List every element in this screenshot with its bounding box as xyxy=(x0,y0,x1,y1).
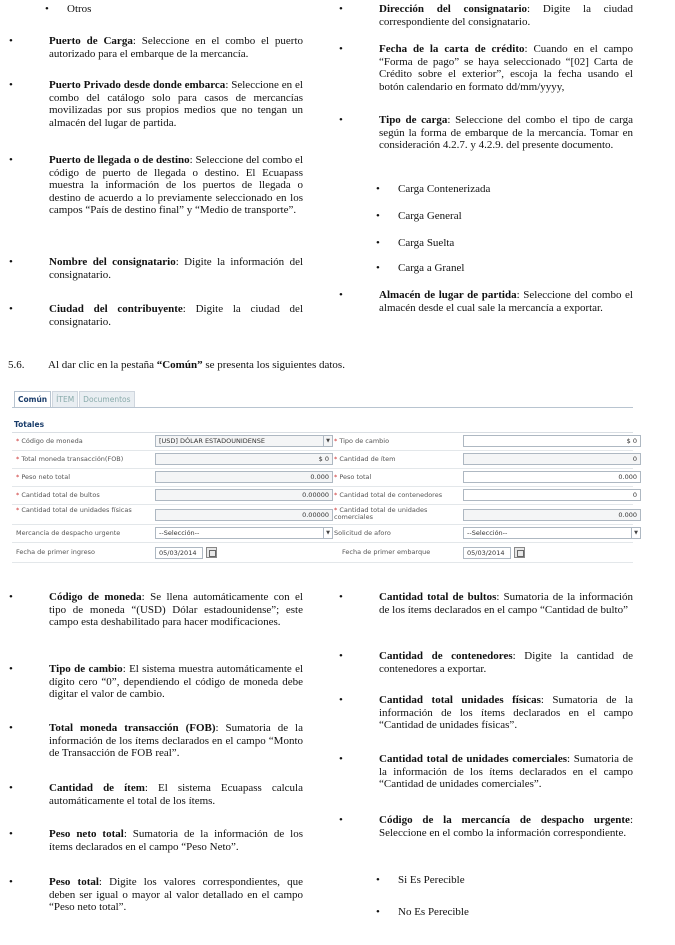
chevron-down-icon: ▼ xyxy=(323,528,332,538)
currency-code-select[interactable]: [USD] DÓLAR ESTADOUNIDENSE ▼ xyxy=(155,435,333,447)
item-peso-neto xyxy=(9,828,303,853)
sub-item-si-perecible xyxy=(376,874,465,887)
total-weight-field[interactable]: 0.000 xyxy=(463,471,641,483)
first-shipment-date-field[interactable]: 05/03/2014 xyxy=(463,547,511,559)
bullet-icon: • xyxy=(376,874,380,886)
field-label: * Tipo de cambio xyxy=(334,437,390,445)
item-contenedores xyxy=(339,650,633,675)
form-row xyxy=(12,451,637,469)
bullet-icon: • xyxy=(9,876,13,888)
field-label: * Cantidad total de contenedores xyxy=(334,491,443,499)
bullet-icon: • xyxy=(339,3,343,15)
commercial-units-field[interactable]: 0.000 xyxy=(463,509,641,521)
item-term: Tipo de cambio xyxy=(49,663,123,675)
bullet-icon: • xyxy=(339,289,343,301)
total-packages-field[interactable]: 0.00000 xyxy=(155,489,333,501)
item-term: Cantidad total unidades físicas xyxy=(379,694,541,706)
sub-item-label: Si Es Perecible xyxy=(398,874,465,886)
sub-item-general xyxy=(376,210,462,223)
item-term: Peso neto total xyxy=(49,828,124,840)
section-number: 5.6. xyxy=(8,359,25,371)
field-label: * Cantidad total de unidades comerciales xyxy=(334,506,428,521)
item-term: Almacén de lugar de partida xyxy=(379,289,517,301)
net-weight-field[interactable]: 0.000 xyxy=(155,471,333,483)
field-label: * Peso neto total xyxy=(16,473,71,481)
sub-item-label: Carga Suelta xyxy=(398,237,455,249)
item-text: : Digite la ciudad del consignatario. xyxy=(49,303,303,328)
bullet-icon: • xyxy=(9,828,13,840)
form-row xyxy=(12,433,637,451)
item-term: Cantidad de ítem xyxy=(49,782,145,794)
item-almacen-partida xyxy=(339,289,633,314)
item-term: Nombre del consignatario xyxy=(49,256,176,268)
bullet-icon: • xyxy=(376,237,380,249)
item-term: Dirección del consignatario xyxy=(379,3,528,15)
item-text: : Digite la información del consignatario. xyxy=(49,256,304,281)
item-text: : El sistema muestra automáticamente el dígito cero “0”, dependiendo el código de moneda debe digitar el valor de cambio. xyxy=(49,663,304,700)
physical-units-field[interactable]: 0.00000 xyxy=(155,509,333,521)
item-text: : Seleccione en el combo la información correspondiente. xyxy=(379,814,633,839)
field-label: * Cantidad de ítem xyxy=(334,455,396,463)
bullet-icon: • xyxy=(9,154,13,166)
section-text xyxy=(48,359,345,371)
item-term: Puerto de Carga xyxy=(49,35,133,47)
bullet-icon: • xyxy=(376,906,380,918)
item-unidades-comerciales xyxy=(339,753,633,791)
item-ciudad-contribuyente xyxy=(9,303,303,328)
tab-bar xyxy=(14,391,136,407)
item-count-field[interactable]: 0 xyxy=(463,453,641,465)
item-term: Puerto de llegada o de destino xyxy=(49,154,190,166)
sub-item-label: Carga a Granel xyxy=(398,262,465,274)
item-text: : Cuando en el campo “Forma de pago” se haya seleccionado “[02] Carta de Crédito sobre el exterior”, escoja la fecha usando el botón calendario en formato dd/mm/yyyy, xyxy=(379,43,633,93)
item-text: : El sistema Ecuapass calcula automáticamente el total de los ítems. xyxy=(49,782,303,807)
containers-field[interactable]: 0 xyxy=(463,489,641,501)
item-fecha-carta-credito xyxy=(339,43,633,93)
tab-divider xyxy=(12,407,633,408)
item-nombre-consignatario xyxy=(9,256,304,281)
sub-item-label: Carga Contenerizada xyxy=(398,183,491,195)
tab-comun[interactable]: Común xyxy=(14,391,51,407)
sub-item-no-perecible xyxy=(376,906,469,919)
bullet-icon: • xyxy=(9,591,13,603)
bullet-icon: • xyxy=(9,303,13,315)
item-cantidad-item xyxy=(9,782,303,807)
item-unidades-fisicas xyxy=(339,694,633,732)
field-label: * Cantidad total de bultos xyxy=(16,491,100,499)
form-row xyxy=(12,525,638,543)
form-screenshot xyxy=(12,385,638,567)
item-term: Cantidad total de unidades comerciales xyxy=(379,753,568,765)
sub-item-contenerizada xyxy=(376,183,491,196)
item-total-fob xyxy=(9,722,303,760)
heading-pre: Al dar clic en la pestaña xyxy=(48,359,157,371)
totales-grid xyxy=(12,432,638,557)
bullet-icon: • xyxy=(9,663,13,675)
item-peso-total xyxy=(9,876,303,914)
item-text: : Digite la ciudad correspondiente del consignatario. xyxy=(379,3,633,28)
item-text: : Seleccione en el combo el puerto autorizado para el embarque de la mercancía. xyxy=(49,35,304,60)
field-label: * Código de moneda xyxy=(16,437,83,445)
exchange-rate-field[interactable]: $ 0 xyxy=(463,435,641,447)
urgent-dispatch-select[interactable]: --Selección-- ▼ xyxy=(155,527,333,539)
item-tipo-cambio xyxy=(9,663,304,701)
bullet-icon: • xyxy=(339,650,343,662)
field-label: Fecha de primer ingreso xyxy=(16,548,95,556)
item-term: Tipo de carga xyxy=(379,114,448,126)
form-row xyxy=(12,469,637,487)
heading-tab-name: “Común” xyxy=(156,359,203,371)
item-term: Total moneda transacción (FOB) xyxy=(49,722,216,734)
bullet-icon: • xyxy=(339,114,343,126)
item-text: : Seleccione del combo el código de puerto de llegada o destino. El Ecuapass muestra la información de los puertos de llegada o destino de acuerdo a lo previamente seleccionado en los campos “País de destino final” y “Medio de transporte”. xyxy=(49,154,303,216)
item-term: Cantidad de contenedores xyxy=(379,650,513,662)
field-label: Solicitud de aforo xyxy=(334,529,391,537)
item-term: Ciudad del contribuyente xyxy=(49,303,183,315)
sub-item-label: Otros xyxy=(67,3,92,15)
item-text: : Digite los valores correspondientes, que deben ser igual o mayor al valor detallado en el campo “Peso neto total”. xyxy=(49,876,303,913)
tab-documentos[interactable]: Documentos xyxy=(79,391,134,407)
item-text: : Seleccione del combo el tipo de carga según la forma de embarque de la mercancía. Tomar en consideración 4.2.7. y 4.2.9. del presente documento. xyxy=(379,114,634,151)
bullet-icon: • xyxy=(376,210,380,222)
item-text: : Se llena automáticamente con el tipo de moneda “(USD) Dólar estadounidense”; este campo esta deshabilitado para hacer modificaciones. xyxy=(49,591,303,628)
sub-item-otros xyxy=(45,3,92,16)
item-term: Fecha de la carta de crédito xyxy=(379,43,525,55)
field-label: Mercancía de despacho urgente xyxy=(16,529,121,537)
item-text: : Seleccione del combo el almacén desde el cual sale la mercancía a exportar. xyxy=(379,289,633,314)
item-term: Puerto Privado desde donde embarca xyxy=(49,79,226,91)
inspection-request-select[interactable]: --Selección-- ▼ xyxy=(463,527,641,539)
item-puerto-llegada xyxy=(9,154,303,217)
sub-item-suelta xyxy=(376,237,455,250)
bullet-icon: • xyxy=(339,753,343,765)
tab-item[interactable]: ÍTEM xyxy=(52,391,78,407)
bullet-icon: • xyxy=(376,183,380,195)
bullet-icon: • xyxy=(376,262,380,274)
item-text: : Sumatoria de la información de los ítems declarados en el campo “Peso Neto”. xyxy=(49,828,303,853)
item-total-bultos xyxy=(339,591,633,616)
item-text: : Sumatoria de la información de los ítems declarados en el campo “Cantidad de bulto” xyxy=(379,591,633,616)
item-text: : Digite la cantidad de contenedores a exportar. xyxy=(379,650,633,675)
item-term: Código de moneda xyxy=(49,591,142,603)
bullet-icon: • xyxy=(339,43,343,55)
calendar-icon[interactable] xyxy=(514,547,525,558)
bullet-icon: • xyxy=(339,591,343,603)
bullet-icon: • xyxy=(9,35,13,47)
item-term: Cantidad total de bultos xyxy=(379,591,497,603)
sub-item-granel xyxy=(376,262,465,275)
bullet-icon: • xyxy=(9,79,13,91)
item-text: : Sumatoria de la información de los ítems declarados en el campo “Cantidad de unidades comerciales”. xyxy=(379,753,633,790)
fob-total-field[interactable]: $ 0 xyxy=(155,453,333,465)
sub-item-label: No Es Perecible xyxy=(398,906,469,918)
bullet-icon: • xyxy=(9,782,13,794)
bullet-icon: • xyxy=(339,694,343,706)
item-text: : Seleccione en el combo del catálogo solo para casos de mercancías movilizadas por sus propios medios que no tengan un almacén del lugar de partida. xyxy=(49,79,303,129)
field-label: * Cantidad total de unidades físicas xyxy=(16,506,132,514)
item-codigo-moneda xyxy=(9,591,303,629)
item-text: : Sumatoria de la información de los ítems declarados en el campo “Cantidad de unidades físicas”. xyxy=(379,694,633,731)
chevron-down-icon: ▼ xyxy=(323,436,332,446)
item-direccion-consignatario xyxy=(339,3,633,28)
chevron-down-icon: ▼ xyxy=(631,528,640,538)
bullet-icon: • xyxy=(45,3,49,15)
heading-post: se presenta los siguientes datos. xyxy=(202,359,345,371)
item-despacho-urgente xyxy=(339,814,633,839)
item-term: Código de la mercancía de despacho urgente xyxy=(379,814,630,826)
field-label: * Total moneda transacción(FOB) xyxy=(16,455,124,463)
form-row xyxy=(12,505,637,525)
totales-title: Totales xyxy=(14,420,45,429)
item-term: Peso total xyxy=(49,876,99,888)
item-tipo-carga xyxy=(339,114,634,152)
item-puerto-privado xyxy=(9,79,303,129)
item-text: : Sumatoria de la información de los ítems declarados en el campo “Monto de Transacción de FOB real”. xyxy=(49,722,303,759)
bullet-icon: • xyxy=(9,722,13,734)
bullet-icon: • xyxy=(9,256,13,268)
calendar-icon[interactable] xyxy=(206,547,217,558)
first-entry-date-field[interactable]: 05/03/2014 xyxy=(155,547,203,559)
form-row xyxy=(12,543,633,563)
bullet-icon: • xyxy=(339,814,343,826)
field-label: Fecha de primer embarque xyxy=(342,548,431,556)
form-row xyxy=(12,487,637,505)
field-label: * Peso total xyxy=(334,473,372,481)
item-puerto-carga xyxy=(9,35,304,60)
sub-item-label: Carga General xyxy=(398,210,462,222)
